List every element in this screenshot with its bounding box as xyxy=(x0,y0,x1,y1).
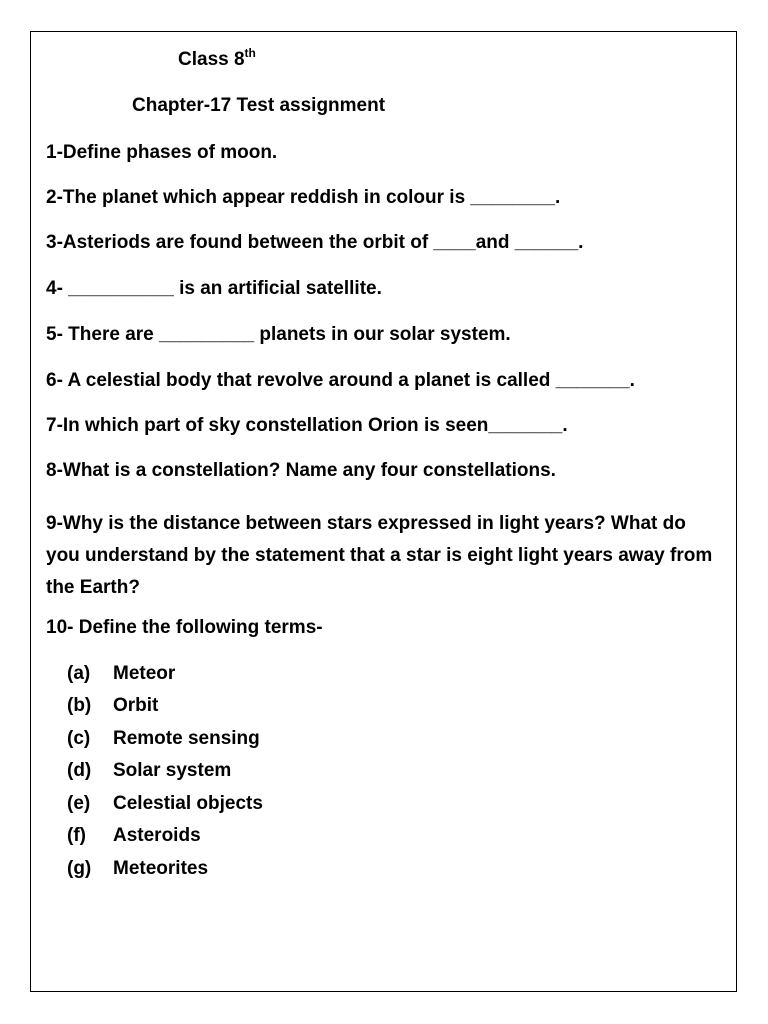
question-6: 6- A celestial body that revolve around a planet is called _______. xyxy=(46,370,635,391)
term-text: Asteroids xyxy=(113,825,201,846)
question-3: 3-Asteriods are found between the orbit of ____and ______. xyxy=(46,232,584,253)
term-text: Remote sensing xyxy=(113,728,260,749)
term-item xyxy=(67,696,158,715)
chapter-title: Chapter-17 Test assignment xyxy=(132,95,386,116)
term-label: (a) xyxy=(67,663,91,684)
question-5: 5- There are _________ planets in our solar system. xyxy=(46,324,511,345)
question-10: 10- Define the following terms- xyxy=(46,617,323,638)
term-item xyxy=(67,794,263,813)
question-8: 8-What is a constellation? Name any four constellations. xyxy=(46,460,556,481)
term-item xyxy=(67,729,260,748)
term-label: (g) xyxy=(67,858,92,879)
class-title: Class 8th xyxy=(178,46,256,70)
term-text: Solar system xyxy=(113,760,232,781)
term-label: (e) xyxy=(67,793,91,814)
class-superscript: th xyxy=(244,46,256,60)
term-text: Meteor xyxy=(113,663,176,684)
term-label: (d) xyxy=(67,760,92,781)
term-item xyxy=(67,826,201,845)
term-label: (f) xyxy=(67,825,86,846)
term-item xyxy=(67,664,175,683)
term-text: Meteorites xyxy=(113,858,209,879)
question-2: 2-The planet which appear reddish in colour is ________. xyxy=(46,187,561,208)
term-item xyxy=(67,761,231,780)
term-text: Celestial objects xyxy=(113,793,263,814)
question-1: 1-Define phases of moon. xyxy=(46,142,278,163)
question-4: 4- __________ is an artificial satellite. xyxy=(46,278,382,299)
term-text: Orbit xyxy=(113,695,159,716)
term-label: (b) xyxy=(67,695,92,716)
term-item xyxy=(67,859,208,878)
question-7: 7-In which part of sky constellation Orion is seen_______. xyxy=(46,415,568,436)
term-label: (c) xyxy=(67,728,91,749)
question-9: 9-Why is the distance between stars expressed in light years? What do you understand by the statement that a star is eight light years away from the Earth? xyxy=(46,513,713,598)
